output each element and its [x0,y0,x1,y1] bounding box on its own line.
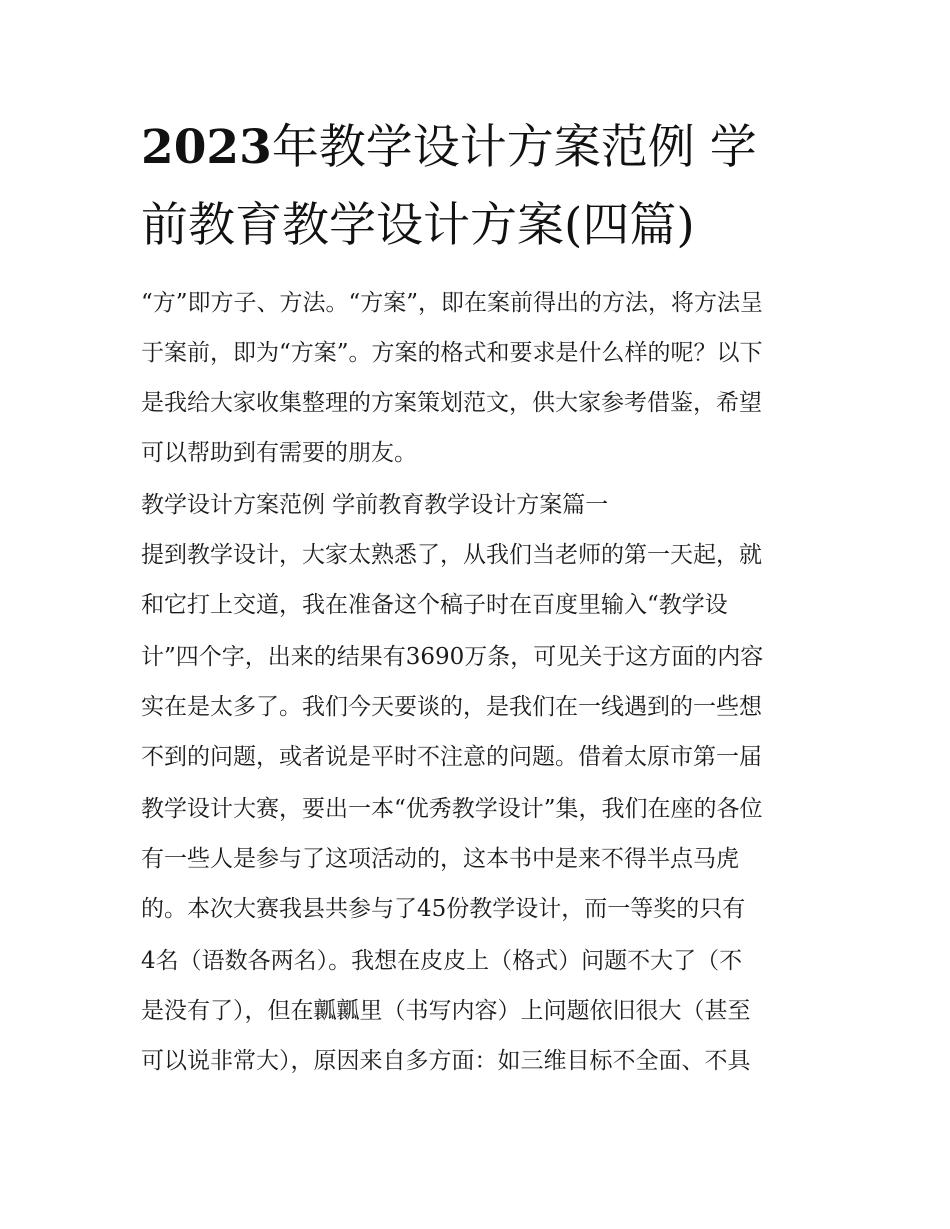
document-title-line-2 [141,196,841,256]
body-line: 提到教学设计，大家太熟悉了，从我们当老师的第一天起，就 [141,542,762,568]
body-line: 有一些人是参与了这项活动的，这本书中是来不得半点马虎 [141,846,739,872]
body-line: 实在是太多了。我们今天要谈的，是我们在一线遇到的一些想 [141,694,762,720]
intro-line: 可以帮助到有需要的朋友。 [141,440,417,466]
body-line: 和它打上交道，我在准备这个稿子时在百度里输入“教学设 [141,592,728,618]
section-heading: 教学设计方案范例 学前教育教学设计方案篇一 [141,492,609,518]
intro-line: “方”即方子、方法。“方案”，即在案前得出的方法，将方法呈 [141,290,764,316]
title-text-2: 前教育教学设计方案(四篇) [141,198,695,253]
body-line: 可以说非常大），原因来自多方面：如三维目标不全面、不具 [141,1048,751,1074]
intro-line: 于案前，即为“方案”。方案的格式和要求是什么样的呢？以下 [141,340,763,366]
body-line: 4名（语数各两名）。我想在皮皮上（格式）问题不大了（不 [141,948,743,974]
body-line: 计”四个字，出来的结果有3690万条，可见关于这方面的内容 [141,644,764,670]
body-line: 教学设计大赛，要出一本“优秀教学设计”集，我们在座的各位 [141,796,763,822]
body-line: 是没有了），但在瓤瓤里（书写内容）上问题依旧很大（甚至 [141,998,751,1024]
title-year: 2023 [141,120,272,175]
intro-line: 是我给大家收集整理的方案策划范文，供大家参考借鉴，希望 [141,390,762,416]
document-title-line-1 [141,118,841,178]
title-text-1: 年教学设计方案范例 学 [271,120,757,175]
body-line: 的。本次大赛我县共参与了45份教学设计，而一等奖的只有 [141,896,746,922]
body-line: 不到的问题，或者说是平时不注意的问题。借着太原市第一届 [141,744,762,770]
